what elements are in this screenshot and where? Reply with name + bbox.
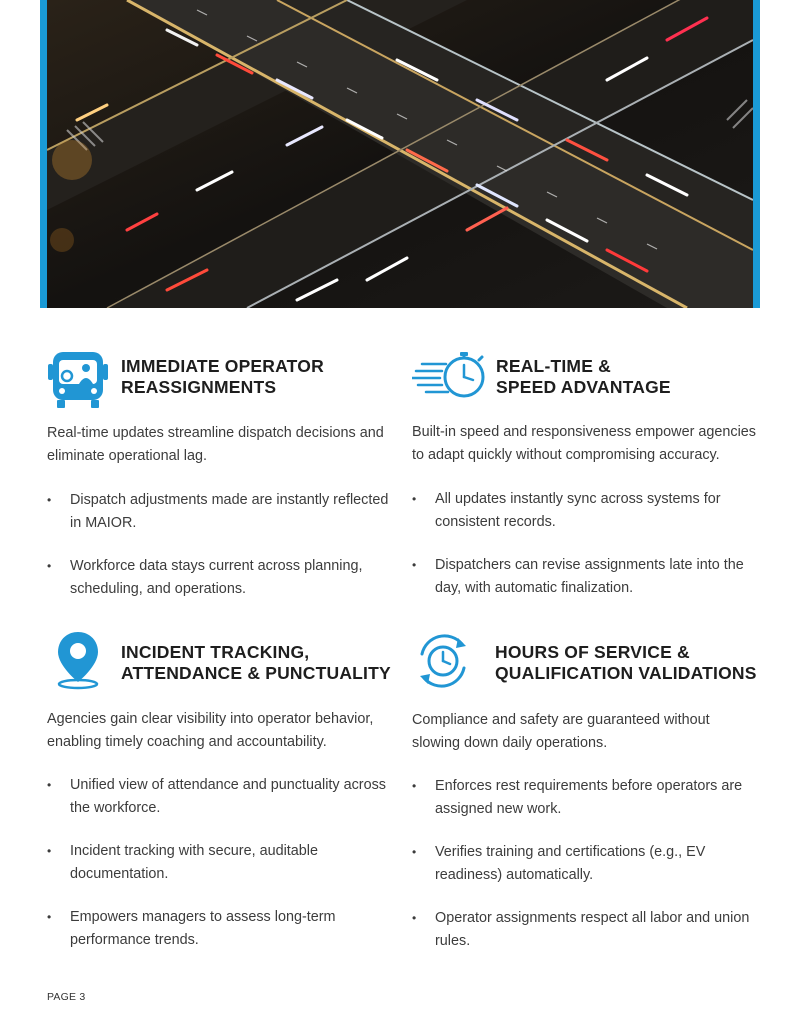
section-heading [121,642,391,684]
list-item [47,774,392,819]
highway-illustration [47,0,753,308]
bullet-dot: • [412,558,417,572]
clock-cycle-icon [412,632,474,692]
bullet-list [47,774,392,972]
section-intro: Agencies gain clear visibility into operator behavior, enabling timely coaching and accountability. [47,711,374,750]
heading-line: HOURS OF SERVICE & [495,642,690,662]
speed-stopwatch-icon [412,350,474,410]
bullet-dot: • [47,493,52,507]
section-intro: Compliance and safety are guaranteed without slowing down daily operations. [412,712,710,751]
heading-line: REASSIGNMENTS [121,377,277,397]
list-item [412,775,757,820]
section-heading [495,642,757,684]
bullet-dot: • [47,559,52,573]
bullet-text: Enforces rest requirements before operators are assigned new work. [435,778,743,817]
bullet-dot: • [47,910,52,924]
section-heading [496,356,671,398]
bullet-dot: • [412,779,417,793]
bullet-text: Dispatchers can revise assignments late into the day, with automatic finalization. [435,557,744,596]
heading-line: QUALIFICATION VALIDATIONS [495,663,757,683]
bullet-dot: • [47,778,52,792]
bullet-text: Operator assignments respect all labor and union rules. [435,910,750,949]
list-item [412,488,757,533]
bullet-dot: • [47,844,52,858]
bullet-dot: • [412,845,417,859]
bullet-dot: • [412,911,417,925]
bullet-text: Empowers managers to assess long-term performance trends. [70,909,336,948]
bullet-text: Workforce data stays current across planning, scheduling, and operations. [70,558,363,597]
bullet-text: All updates instantly sync across systems for consistent records. [435,491,721,530]
section-intro: Built-in speed and responsiveness empower agencies to adapt quickly without compromising accuracy. [412,424,756,463]
hero-image-frame [40,0,760,308]
list-item [47,840,392,885]
list-item [412,907,757,952]
bullet-list [47,489,392,621]
bullet-text: Dispatch adjustments made are instantly reflected in MAIOR. [70,492,389,531]
location-pin-icon [47,630,109,690]
heading-line: ATTENDANCE & PUNCTUALITY [121,663,391,683]
hero-highway-photo [47,0,753,308]
bus-driver-icon [47,350,109,410]
section-intro: Real-time updates streamline dispatch decisions and eliminate operational lag. [47,425,384,464]
bullet-text: Verifies training and certifications (e.g., EV readiness) automatically. [435,844,706,883]
page-number: PAGE 3 [47,991,86,1003]
list-item [47,555,392,600]
list-item [412,841,757,886]
heading-line: REAL-TIME & [496,356,611,376]
list-item [47,906,392,951]
heading-line: SPEED ADVANTAGE [496,377,671,397]
section-heading [121,356,324,398]
bullet-dot: • [412,492,417,506]
heading-line: INCIDENT TRACKING, [121,642,310,662]
heading-line: IMMEDIATE OPERATOR [121,356,324,376]
bullet-text: Incident tracking with secure, auditable documentation. [70,843,318,882]
bullet-list [412,488,757,620]
list-item [412,554,757,599]
list-item [47,489,392,534]
bullet-text: Unified view of attendance and punctuality across the workforce. [70,777,386,816]
bullet-list [412,775,757,973]
